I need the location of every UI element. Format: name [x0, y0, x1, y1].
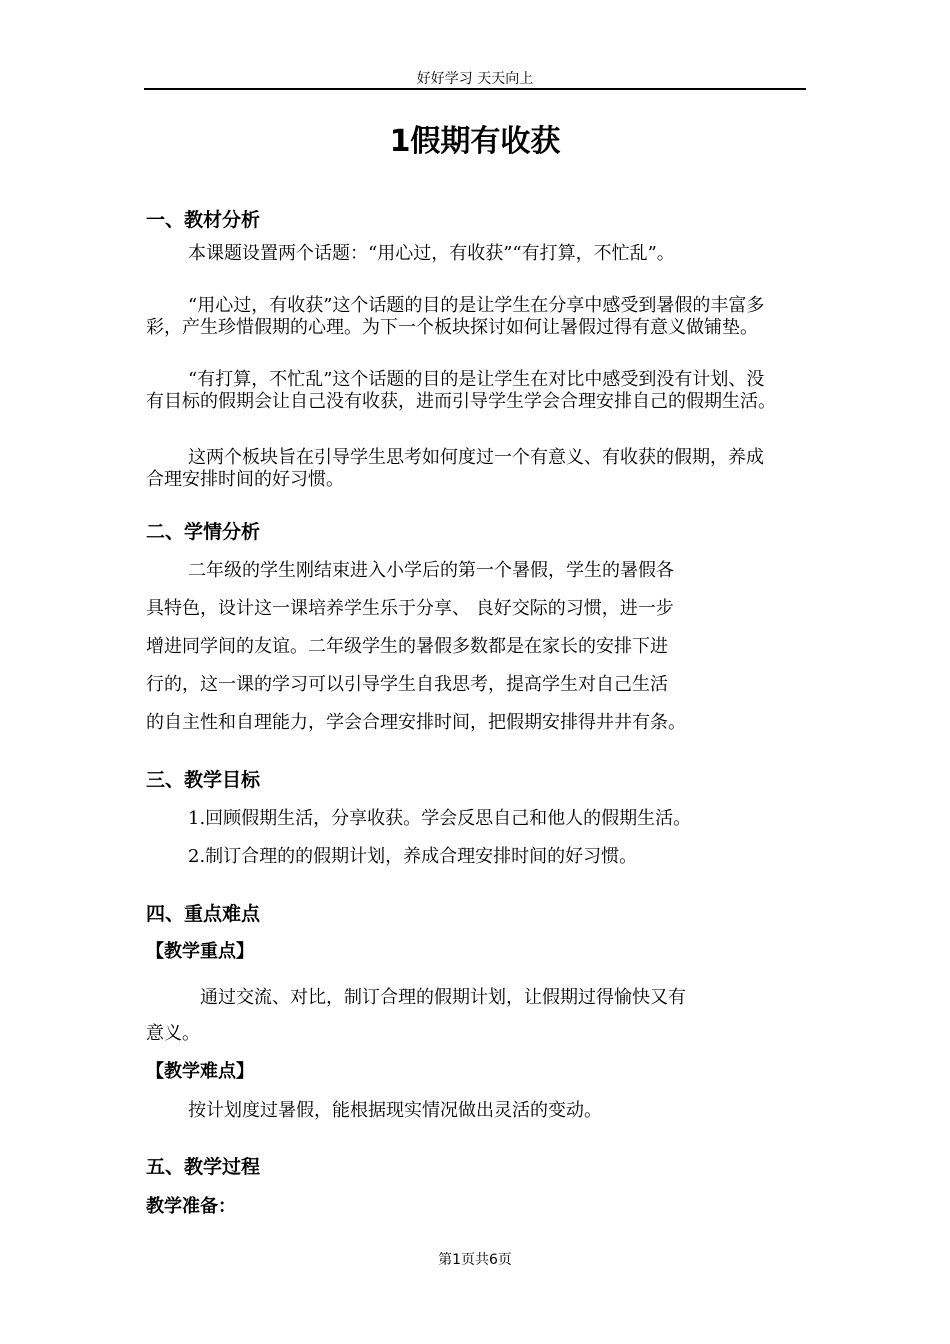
page-header: 好好学习 天天向上 — [416, 71, 534, 87]
text-line: 通过交流、对比，制订合理的假期计划，让假期过得愉快又有 — [200, 987, 686, 1008]
page-footer: 第1页共6页 — [438, 1252, 512, 1268]
section-heading-key-points: 四、重点难点 — [146, 903, 261, 925]
key-point-label: 【教学重点】 — [146, 941, 254, 962]
paragraph: 本课题设置两个话题：“用心过，有收获”“有打算，不忙乱”。 — [188, 243, 675, 264]
section-heading-textbook-analysis: 一、教材分析 — [146, 209, 261, 231]
paragraph: “用心过，有收获”这个话题的目的是让学生在分享中感受到暑假的丰富多彩，产生珍惜假期的心理。为下一个板块探讨如何让暑假过得有意义做铺垫。 — [146, 295, 765, 338]
section-heading-teaching-goals: 三、教学目标 — [146, 769, 261, 791]
difficult-point-label: 【教学难点】 — [146, 1061, 254, 1082]
section-heading-teaching-process: 五、教学过程 — [146, 1156, 261, 1178]
text-line: 意义。 — [146, 1023, 200, 1044]
document-title: 1假期有收获 — [389, 124, 561, 159]
goal-item: 1.回顾假期生活，分享收获。学会反思自己和他人的假期生活。 — [188, 808, 692, 829]
goal-item: 2.制订合理的的假期计划，养成合理安排时间的好习惯。 — [188, 846, 638, 867]
teaching-prep-label: 教学准备： — [146, 1196, 236, 1217]
header-divider — [144, 88, 806, 90]
section-heading-student-analysis: 二、学情分析 — [146, 521, 261, 543]
text-line: 增进同学间的友谊。二年级学生的暑假多数都是在家长的安排下进 — [146, 636, 668, 657]
text-line: 的自主性和自理能力，学会合理安排时间，把假期安排得井井有条。 — [146, 712, 686, 733]
text-line: 按计划度过暑假，能根据现实情况做出灵活的变动。 — [188, 1100, 602, 1121]
text-line: 二年级的学生刚结束进入小学后的第一个暑假，学生的暑假各 — [188, 560, 674, 581]
paragraph: “有打算，不忙乱”这个话题的目的是让学生在对比中感受到没有计划、没有目标的假期会让自己没有收获，进而引导学生学会合理安排自己的假期生活。 — [146, 369, 776, 412]
text-line: 行的，这一课的学习可以引导学生自我思考，提高学生对自己生活 — [146, 674, 668, 695]
text-line: 具特色，设计这一课培养学生乐于分享、 良好交际的习惯，进一步 — [146, 598, 674, 619]
paragraph: 这两个板块旨在引导学生思考如何度过一个有意义、有收获的假期，养成合理安排时间的好习惯。 — [146, 447, 764, 490]
